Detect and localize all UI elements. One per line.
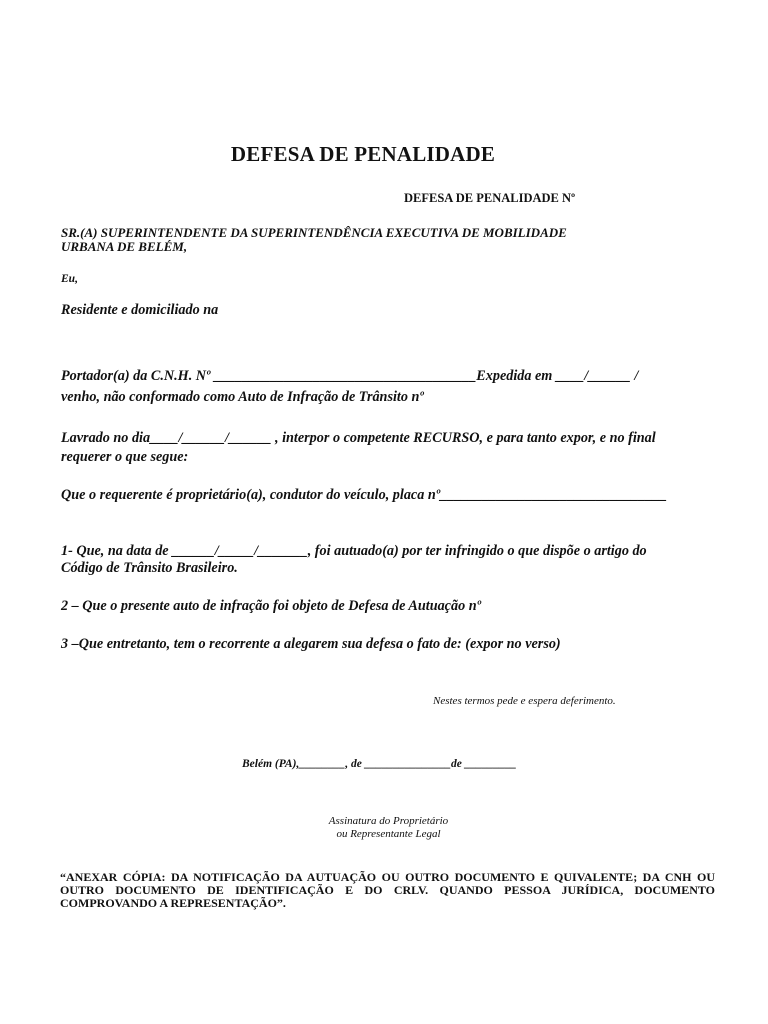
document-title: DEFESA DE PENALIDADE — [230, 142, 496, 166]
addressee: SR.(A) SUPERINTENDENTE DA SUPERINTENDÊNCIA EXECUTIVA DE MOBILIDADE URBANA DE BELÉM, — [61, 225, 567, 254]
plate-line: Que o requerente é proprietário(a), condutor do veículo, placa nº________________________________ — [61, 487, 668, 503]
item-3: 3 –Que entretanto, tem o recorrente a alegarem sua defesa o fato de: (expor no verso) — [61, 636, 561, 652]
place-date-line: Belém (PA),________, de _______________de _________ — [242, 758, 517, 770]
signature-label: Assinatura do Proprietário — [328, 815, 449, 827]
infraction-notice-line: venho, não conformado como Auto de Infração de Trânsito nº — [61, 389, 424, 405]
item-1: 1- Que, na data de ______/_____/_______, foi autuado(a) por ter infringido o que dispõe o artigo do — [61, 543, 647, 559]
penalty-number-label: DEFESA DE PENALIDADE Nº — [404, 191, 576, 205]
closing-statement: Nestes termos pede e espera deferimento. — [433, 695, 616, 707]
item-1-continuation: Código de Trânsito Brasileiro. — [61, 560, 238, 576]
signature-label-continuation: ou Representante Legal — [336, 828, 441, 840]
attachment-note: “ANEXAR CÓPIA: DA NOTIFICAÇÃO DA AUTUAÇÃO OU OUTRO DOCUMENTO E QUIVALENTE; DA CNH OU OUTRO DOCUMENTO DE IDENTIFICAÇÃO E DO CRLV. QUANDO PESSOA JURÍDICA, DOCUMENTO COMPROVANDO A REPRESENTAÇÃO”. — [60, 870, 715, 910]
eu-label: Eu, — [61, 273, 78, 285]
lavrado-line: Lavrado no dia____/______/______ , interpor o competente RECURSO, e para tanto expor, e no final — [61, 430, 656, 446]
cnh-line: Portador(a) da C.N.H. Nº _____________________________________Expedida em ____/______ / — [61, 368, 639, 384]
item-2: 2 – Que o presente auto de infração foi objeto de Defesa de Autuação nº — [61, 598, 481, 614]
residence-line: Residente e domiciliado na — [61, 302, 219, 318]
lavrado-line-continuation: requerer o que segue: — [61, 449, 189, 465]
